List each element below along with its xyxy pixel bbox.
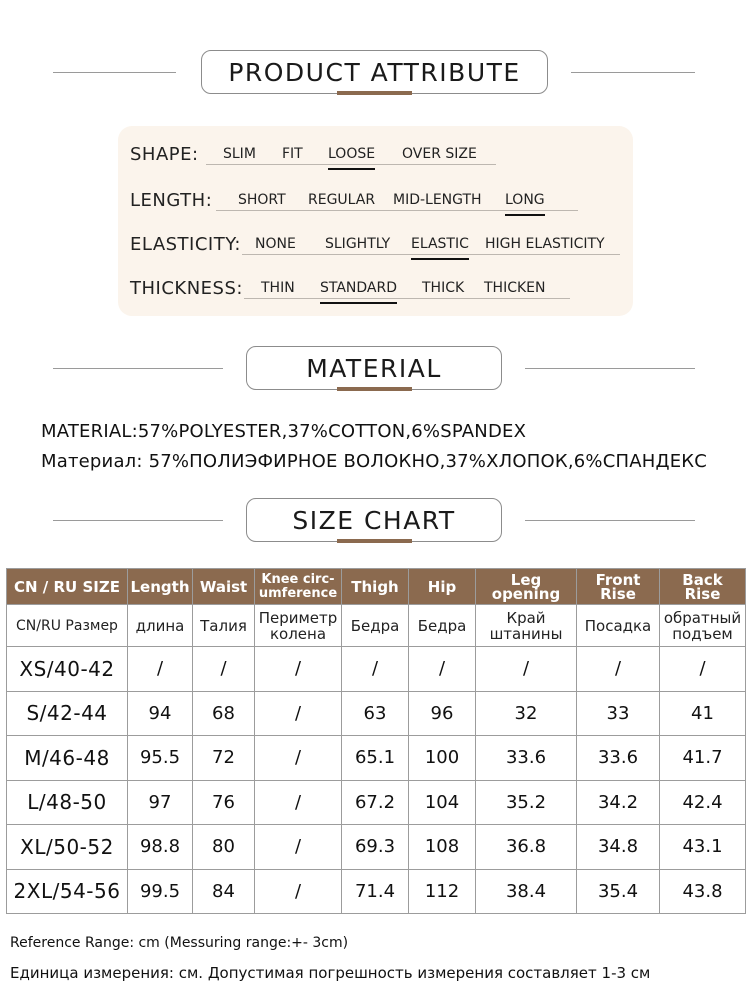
table-row — [7, 825, 746, 870]
table-cell: 72 — [193, 736, 255, 781]
table-cell: 108 — [409, 825, 476, 870]
table-cell: / — [255, 825, 342, 870]
ru-header-cell: Периметр колена — [255, 605, 342, 647]
ru-header-cell: Бедра — [409, 605, 476, 647]
table-cell: 43.8 — [660, 869, 746, 914]
table-cell: / — [577, 647, 660, 692]
attribute-underline — [244, 298, 570, 299]
material-ru-value: 57%ПОЛИЭФИРНОЕ ВОЛОКНО,37%ХЛОПОК,6%СПАНДЕКС — [148, 451, 708, 472]
table-cell: 71.4 — [342, 869, 409, 914]
header-front-rise: Front Rise — [577, 569, 660, 605]
attribute-option: THICK — [422, 280, 465, 296]
table-cell: 99.5 — [128, 869, 193, 914]
header-back-rise: Back Rise — [660, 569, 746, 605]
divider-left — [53, 520, 223, 521]
table-cell: 63 — [342, 691, 409, 736]
table-cell: 96 — [409, 691, 476, 736]
header-thigh: Thigh — [342, 569, 409, 605]
table-cell: / — [342, 647, 409, 692]
material-ru — [41, 451, 707, 472]
measurement-note-ru: Единица измерения: см. Допустимая погрешность измерения составляет 1-3 см — [10, 964, 651, 982]
attribute-underline — [216, 210, 578, 211]
table-cell: 65.1 — [342, 736, 409, 781]
ru-header-cell: CN/RU Размер — [7, 605, 128, 647]
table-cell: 76 — [193, 780, 255, 825]
table-cell: / — [128, 647, 193, 692]
table-cell: / — [255, 647, 342, 692]
ru-header-cell: Посадка — [577, 605, 660, 647]
table-cell: 100 — [409, 736, 476, 781]
table-cell: 68 — [193, 691, 255, 736]
attribute-label: ELASTICITY: — [130, 234, 241, 255]
size-cell: S/42-44 — [7, 691, 128, 736]
table-cell: 67.2 — [342, 780, 409, 825]
attribute-underline — [206, 164, 496, 165]
title-accent-bar — [337, 539, 412, 543]
table-cell: 33 — [577, 691, 660, 736]
table-cell: 69.3 — [342, 825, 409, 870]
table-cell: / — [255, 691, 342, 736]
attribute-option: FIT — [282, 146, 303, 162]
table-cell: 98.8 — [128, 825, 193, 870]
attribute-option: NONE — [255, 236, 296, 252]
header-waist: Waist — [193, 569, 255, 605]
table-cell: / — [255, 736, 342, 781]
table-cell: / — [255, 869, 342, 914]
title-accent-bar — [337, 91, 412, 95]
table-cell: 104 — [409, 780, 476, 825]
table-row — [7, 736, 746, 781]
attribute-label: SHAPE: — [130, 144, 199, 165]
divider-right — [525, 520, 695, 521]
material-en-label: MATERIAL: — [41, 421, 138, 442]
attribute-panel — [118, 126, 633, 316]
attribute-row-length — [130, 186, 600, 216]
attribute-option: SHORT — [238, 192, 286, 208]
ru-header-cell: Край штанины — [476, 605, 577, 647]
attribute-label: LENGTH: — [130, 190, 213, 211]
material-header — [0, 346, 750, 394]
size-cell: L/48-50 — [7, 780, 128, 825]
divider-left — [53, 72, 176, 73]
attribute-underline — [242, 254, 620, 255]
ru-header-cell: Талия — [193, 605, 255, 647]
table-cell: 112 — [409, 869, 476, 914]
table-row — [7, 780, 746, 825]
table-cell: 80 — [193, 825, 255, 870]
attribute-row-elasticity — [130, 230, 635, 260]
attribute-option: MID-LENGTH — [393, 192, 482, 208]
size-header-row — [7, 569, 746, 605]
size-cell: 2XL/54-56 — [7, 869, 128, 914]
table-cell: 84 — [193, 869, 255, 914]
material-en-value: 57%POLYESTER,37%COTTON,6%SPANDEX — [137, 421, 527, 442]
attribute-row-shape — [130, 140, 510, 170]
ru-header-cell: обратный подъем — [660, 605, 746, 647]
table-cell: 38.4 — [476, 869, 577, 914]
header-size: CN / RU SIZE — [7, 569, 128, 605]
size-chart-table — [6, 568, 746, 914]
table-cell: 33.6 — [476, 736, 577, 781]
table-cell: 34.2 — [577, 780, 660, 825]
attribute-option: REGULAR — [308, 192, 376, 208]
table-cell: 32 — [476, 691, 577, 736]
table-cell: / — [193, 647, 255, 692]
divider-right — [571, 72, 695, 73]
table-row — [7, 647, 746, 692]
divider-right — [525, 368, 695, 369]
table-row — [7, 869, 746, 914]
attribute-option: THICKEN — [484, 280, 546, 296]
material-title: MATERIAL — [246, 346, 502, 390]
ru-header-cell: длина — [128, 605, 193, 647]
attribute-option: HIGH ELASTICITY — [485, 236, 605, 252]
attribute-option: OVER SIZE — [402, 146, 477, 162]
material-en — [41, 421, 526, 442]
product-attribute-header — [0, 50, 750, 98]
table-cell: / — [255, 780, 342, 825]
table-cell: / — [476, 647, 577, 692]
table-cell: 97 — [128, 780, 193, 825]
ru-header-cell: Бедра — [342, 605, 409, 647]
size-cell: M/46-48 — [7, 736, 128, 781]
table-cell: 43.1 — [660, 825, 746, 870]
attribute-label: THICKNESS: — [130, 278, 243, 299]
table-cell: 95.5 — [128, 736, 193, 781]
attribute-option-selected: LONG — [505, 192, 545, 208]
table-row — [7, 691, 746, 736]
table-cell: / — [409, 647, 476, 692]
attribute-option-selected: STANDARD — [320, 280, 398, 296]
attribute-row-thickness — [130, 274, 585, 304]
attribute-option: SLIGHTLY — [325, 236, 391, 252]
product-attribute-title: PRODUCT ATTRIBUTE — [201, 50, 548, 94]
header-knee: Knee circ-umference — [255, 569, 342, 605]
title-accent-bar — [337, 387, 412, 391]
size-cell: XL/50-52 — [7, 825, 128, 870]
size-chart-header — [0, 498, 750, 546]
size-ru-header-row — [7, 605, 746, 647]
table-cell: / — [660, 647, 746, 692]
header-length: Length — [128, 569, 193, 605]
table-cell: 33.6 — [577, 736, 660, 781]
reference-range-note: Reference Range: cm (Messuring range:+- 3cm) — [10, 935, 349, 951]
header-leg-opening: Leg opening — [476, 569, 577, 605]
size-chart-title: SIZE CHART — [246, 498, 502, 542]
divider-left — [53, 368, 223, 369]
attribute-option: THIN — [261, 280, 295, 296]
attribute-option-selected: ELASTIC — [411, 236, 469, 252]
table-cell: 35.4 — [577, 869, 660, 914]
table-cell: 41 — [660, 691, 746, 736]
table-cell: 41.7 — [660, 736, 746, 781]
attribute-option: SLIM — [223, 146, 256, 162]
table-cell: 34.8 — [577, 825, 660, 870]
attribute-option-selected: LOOSE — [328, 146, 376, 162]
header-hip: Hip — [409, 569, 476, 605]
table-cell: 42.4 — [660, 780, 746, 825]
table-cell: 94 — [128, 691, 193, 736]
size-cell: XS/40-42 — [7, 647, 128, 692]
table-cell: 35.2 — [476, 780, 577, 825]
table-cell: 36.8 — [476, 825, 577, 870]
material-ru-label: Материал: — [41, 451, 143, 472]
